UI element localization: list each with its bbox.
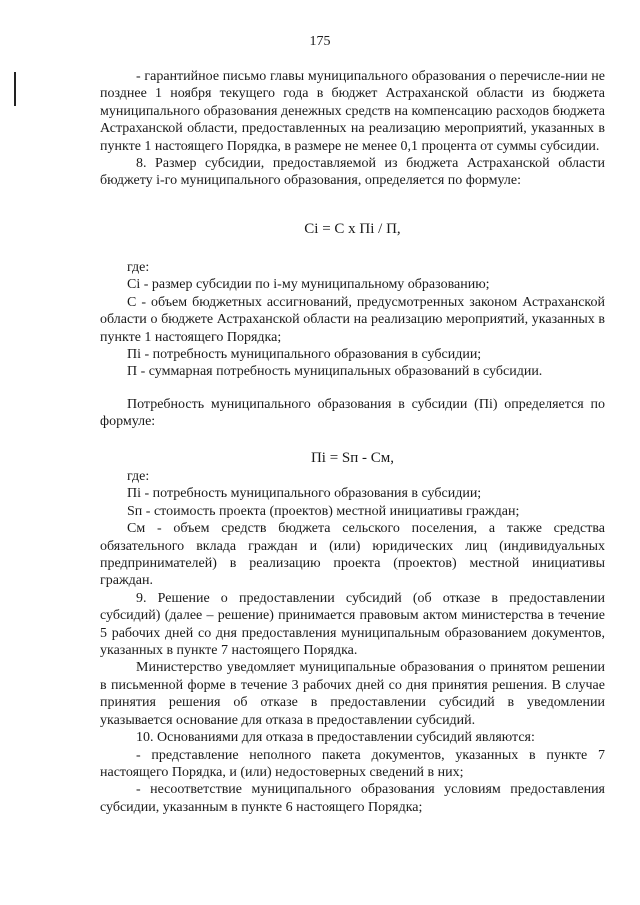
section-definitions-2 — [100, 468, 605, 816]
page-number: 175 — [309, 34, 331, 49]
margin-mark — [14, 72, 16, 106]
definition-ci: Ci - размер субсидии по i-му муниципальному образованию; — [127, 277, 490, 293]
definition-sp: Sп - стоимость проекта (проектов) местной инициативы граждан; — [127, 503, 520, 519]
definition-pi: Пi - потребность муниципального образования в субсидии; — [127, 347, 482, 363]
formula-need: Пi = Sп - См, — [310, 450, 395, 466]
section-guarantee-and-size — [100, 68, 605, 190]
where-label: где: — [127, 260, 150, 275]
paragraph-9: 9. Решение о предоставлении субсидий (об отказе в предоставлении субсидий) (далее – решение) принимается правовым актом министерства в течение 5 рабочих дней со дня предоставления муниципальным образованием документов, указанных в пункте 7 настоящего Порядка. — [100, 590, 605, 659]
definition-c: С - объем бюджетных ассигнований, предусмотренных законом Астраханской области о бюджете Астраханской области на реализацию мероприятий, указанных в пункте 1 настоящего Порядка; — [100, 294, 605, 345]
paragraph-guarantee-letter: - гарантийное письмо главы муниципального образования о перечисле-нии не позднее 1 ноября текущего года в бюджет Астраханской области из бюджета муниципального образования денежных средств на компенсацию расходов бюджета Астраханской области, предоставленных на реализацию мероприятий, указанных в пункте 1 настоящего Порядка, в размере не менее 0,1 процента от суммы субсидии. — [100, 69, 605, 154]
paragraph-9-notification: Министерство уведомляет муниципальные образования о принятом решении в письменной форме в течение 3 рабочих дней со дня принятия решения. В случае принятия решения об отказе в предоставлении субсидий в уведомлении указывается основание для отказа в предоставлении субсидий. — [100, 660, 605, 728]
paragraph-need-formula-intro: Потребность муниципального образования в субсидии (Пi) определяется по формуле: — [100, 397, 605, 430]
paragraph-10-item-a: - представление неполного пакета документов, указанных в пункте 7 настоящего Порядка, и (или) недостоверных сведений в них; — [100, 747, 605, 780]
where-label-2: где: — [127, 469, 150, 484]
definition-p: П - суммарная потребность муниципальных образований в субсидии. — [127, 364, 543, 380]
definition-pi-2: Пi - потребность муниципального образования в субсидии; — [127, 486, 482, 502]
paragraph-subsidy-size: 8. Размер субсидии, предоставляемой из бюджета Астраханской области бюджету i-го муниципального образования, определяется по формуле: — [100, 156, 605, 189]
formula-subsidy: Ci = С х Пi / П, — [304, 221, 401, 237]
paragraph-10-item-b: - несоответствие муниципального образования условиям предоставления субсидии, указанным в пункте 6 настоящего Порядка; — [100, 782, 605, 815]
section-need — [100, 396, 605, 431]
formula-need-block — [100, 450, 605, 467]
definition-sm: См - объем средств бюджета сельского поселения, а также средства обязательного вклада граждан и (или) юридических лиц (индивидуальных предпринимателей) в реализацию проекта (проектов) местной инициативы граждан. — [100, 521, 605, 589]
formula-subsidy-block — [100, 221, 605, 238]
paragraph-10: 10. Основаниями для отказа в предоставлении субсидий являются: — [136, 730, 535, 746]
section-definitions-1 — [100, 259, 605, 381]
